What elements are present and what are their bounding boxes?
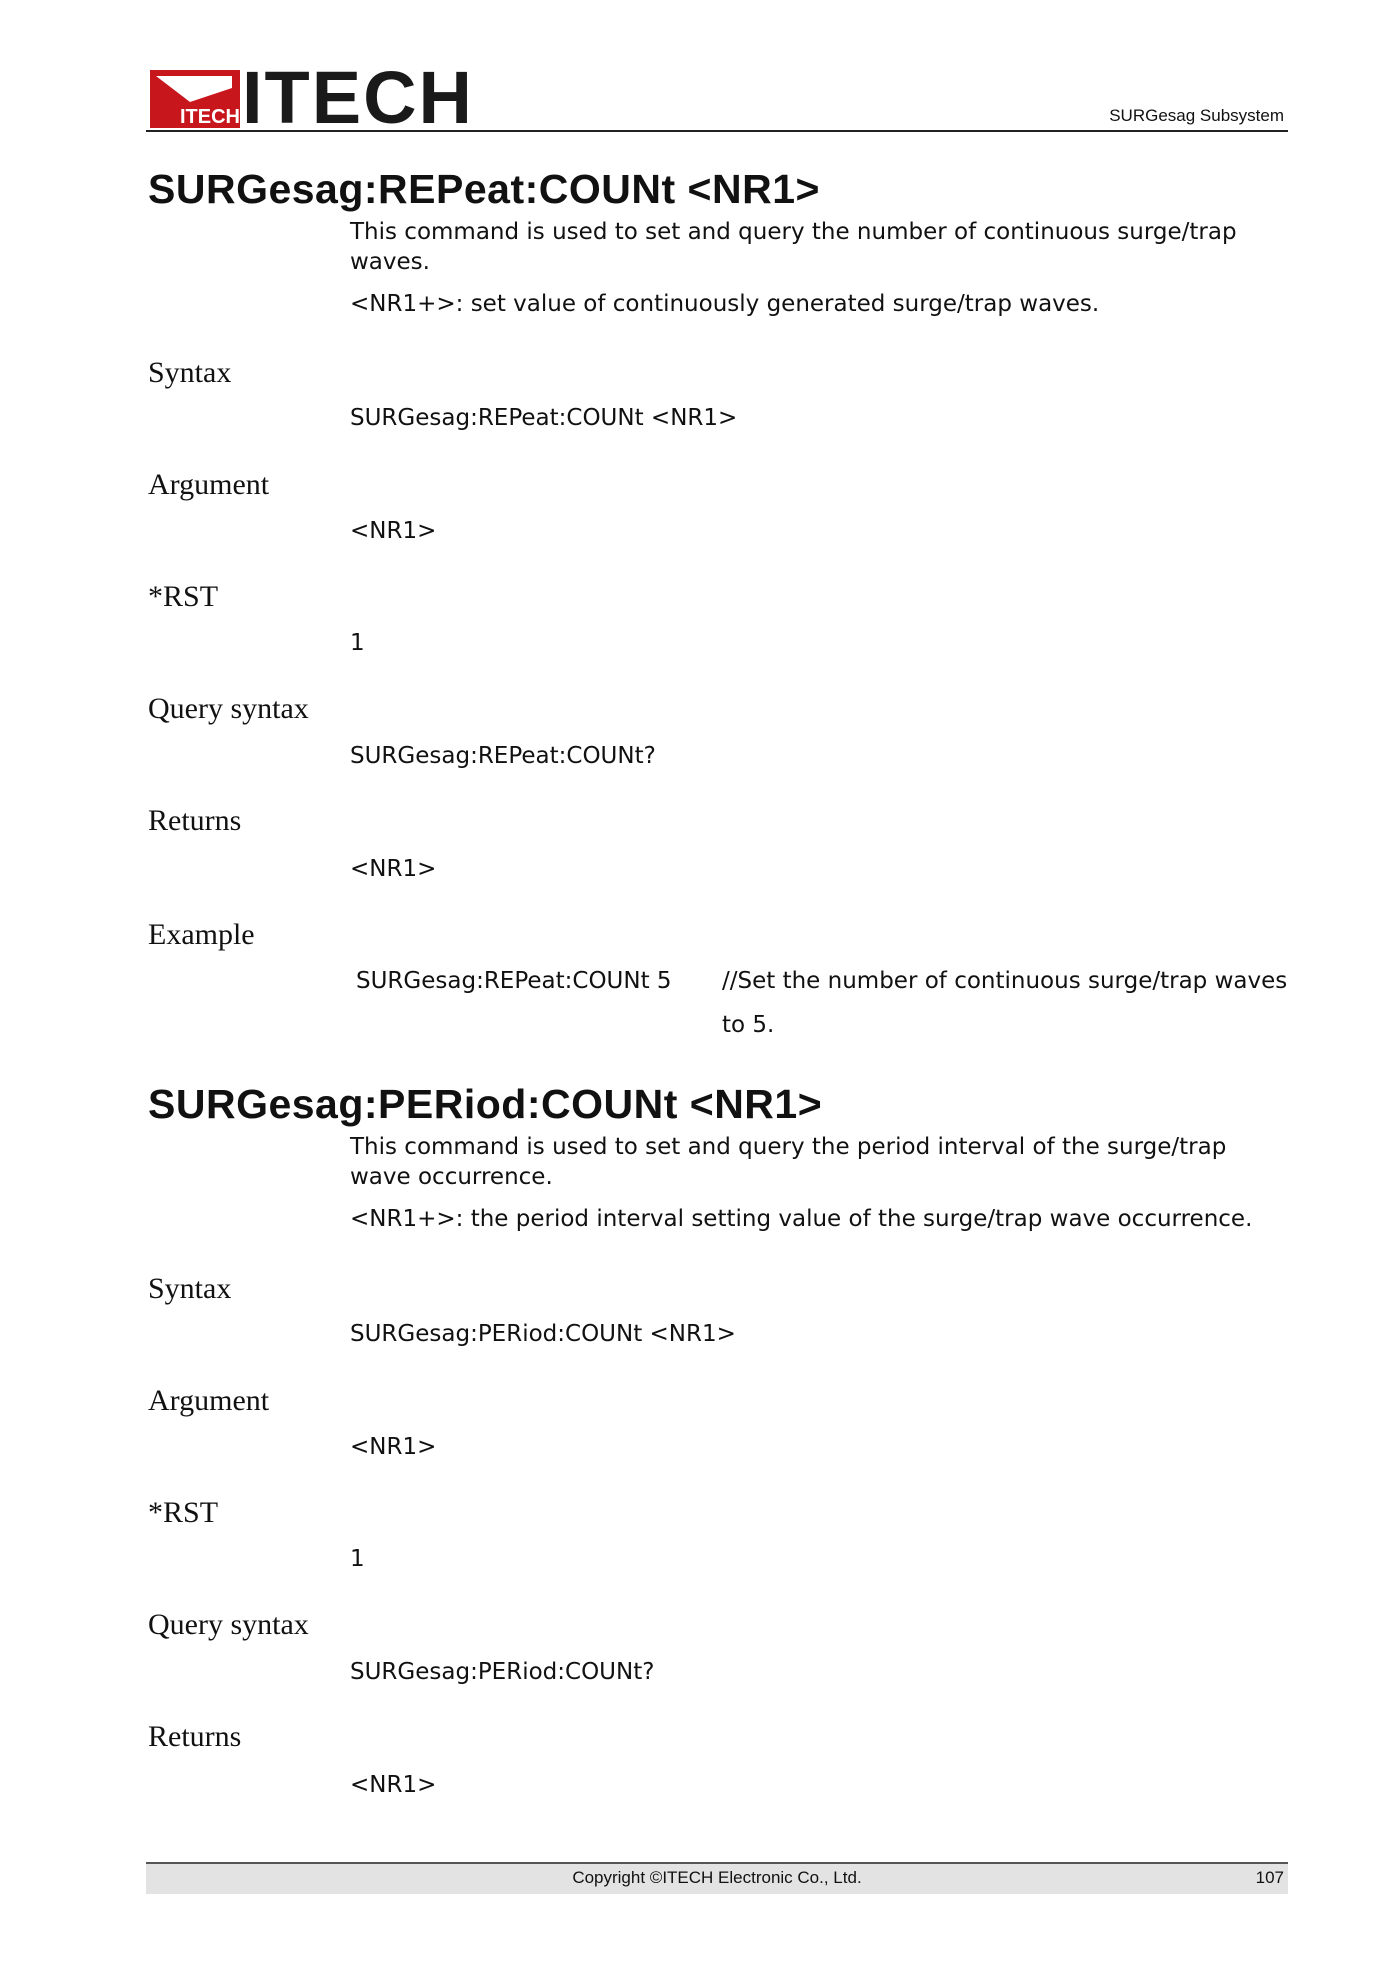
example-command: SURGesag:REPeat:COUNt 5	[356, 968, 672, 994]
command-heading: SURGesag:PERiod:COUNt <NR1>	[148, 1081, 823, 1127]
logo-wordmark: ITECH	[242, 56, 474, 139]
command-description: This command is used to set and query the number of continuous surge/trap waves.	[350, 219, 1237, 275]
example-label: Example	[148, 918, 255, 951]
syntax-value: SURGesag:PERiod:COUNt <NR1>	[350, 1321, 736, 1347]
argument-value: <NR1>	[350, 518, 437, 544]
syntax-label: Syntax	[148, 356, 232, 389]
query-syntax-value: SURGesag:REPeat:COUNt?	[350, 743, 656, 769]
returns-value: <NR1>	[350, 1772, 437, 1798]
query-syntax-label: Query syntax	[148, 1608, 309, 1641]
example-comment: //Set the number of continuous surge/trap waves to 5.	[722, 968, 1288, 1038]
command-description: This command is used to set and query the period interval of the surge/trap wave occurrence.	[350, 1134, 1227, 1190]
argument-label: Argument	[148, 1384, 270, 1417]
itech-logo-mark-icon	[150, 70, 240, 128]
page-header	[146, 56, 1288, 139]
returns-label: Returns	[148, 804, 242, 837]
itech-logo	[150, 56, 474, 139]
query-syntax-value: SURGesag:PERiod:COUNt?	[350, 1659, 655, 1685]
rst-label: *RST	[148, 580, 219, 613]
argument-value: <NR1>	[350, 1434, 437, 1460]
argument-label: Argument	[148, 468, 270, 501]
command-heading: SURGesag:REPeat:COUNt <NR1>	[148, 166, 820, 212]
syntax-value: SURGesag:REPeat:COUNt <NR1>	[350, 405, 738, 431]
command-param-note: <NR1+>: set value of continuously generated surge/trap waves.	[350, 291, 1100, 317]
svg-text:ITECH: ITECH	[180, 106, 240, 128]
footer-copyright: Copyright ©ITECH Electronic Co., Ltd.	[572, 1868, 862, 1887]
syntax-label: Syntax	[148, 1272, 232, 1305]
returns-value: <NR1>	[350, 856, 437, 882]
returns-label: Returns	[148, 1720, 242, 1753]
header-section-title: SURGesag Subsystem	[1109, 106, 1284, 125]
rst-label: *RST	[148, 1496, 219, 1529]
rst-value: 1	[350, 1546, 365, 1572]
page-number: 107	[1255, 1868, 1284, 1887]
rst-value: 1	[350, 630, 365, 656]
command-param-note: <NR1+>: the period interval setting value of the surge/trap wave occurrence.	[350, 1206, 1253, 1232]
page-footer	[146, 1862, 1288, 1894]
query-syntax-label: Query syntax	[148, 692, 309, 725]
